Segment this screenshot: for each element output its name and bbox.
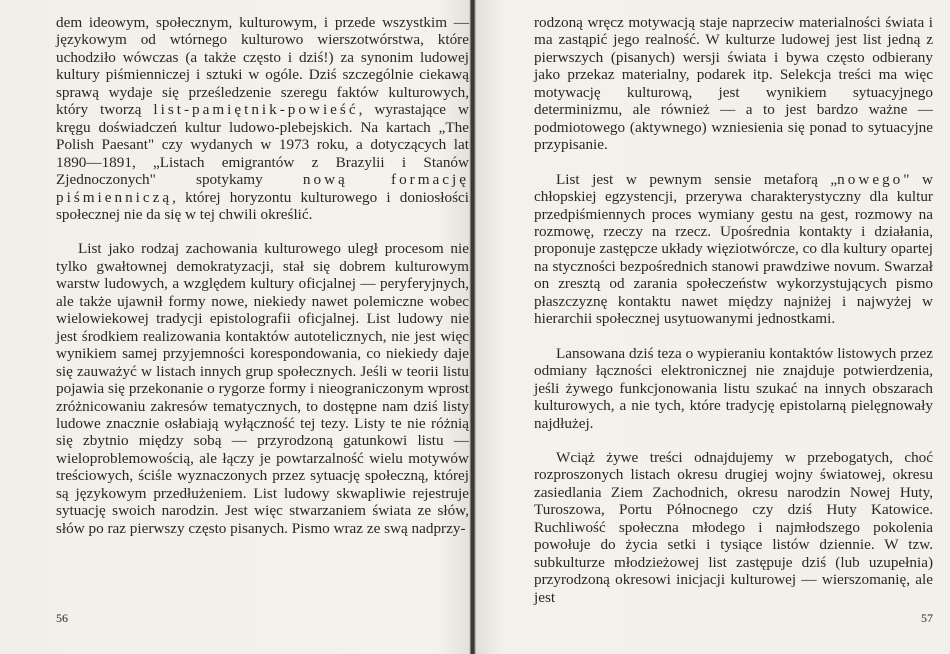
- paragraph: [534, 171, 933, 328]
- text-run: List jest w pewnym sensie metaforą „: [556, 170, 838, 188]
- text-run: List jako rodzaj zachowania kulturowego uległ procesom nie tylko gwałtownej demokratyzacji, stał się dobrem kulturowym warstw ludowych, a względem kultury oficjalnej — peryferyjnych, ale także ujawnił formy nowe, niekiedy nawet polemiczne wobec wielowiekowej tradycji epistolografii oficjalnej. List ludowy nie jest środkiem realizowania kontaktów autotelicznych, nie jest więc wynikiem samej przyjemności korespondowania, co niekiedy daje się zauważyć w listach innych grup społecznych. Jeśli w teorii listu pojawia się przekonanie o rygorze formy i nieograniczonym wprost zróżnicowaniu zakresów tematycznych, to dostępne nam dziś listy ludowe znacznie osłabiają wyłączność tej tezy. Listy te nie różnią się zbytnio między sobą — przyrodzoną gatunkowi listu — wieloproblemowością, ale łączy je powtarzalność wielu motywów treściowych, ściśle wyznaczonych przez sytuację społeczną, której są językowym przedłużeniem. List ludowy skwapliwie rejestruje sytuację swoich narodzin. Jest więc stwarzaniem świata ze słów, słów po raz pierwszy często pisanych. Pismo wraz ze swą nadprzy-: [56, 240, 469, 537]
- paragraph: [534, 449, 933, 606]
- left-page-text: [56, 14, 469, 537]
- text-run: , której horyzontu kulturowego i doniosłości społecznej nie da się w tej chwili określić.: [56, 188, 469, 223]
- text-run: " w chłopskiej egzystencji, przerywa charakterystyczny dla kultur przedpiśmiennych proces wymiany gestu na gest, rozmowy na rozmowę, rzeczy na rzecz. Upośrednia kontakty i działania, proponuje zastępcze układy więziotwórcze, co dla kultury opartej na styczności bezpośrednich stanowi prawdziwe novum. Swarzał on zresztą od zarania społeczeństw wykorzystujących pismo płaszczyznę kontaktu nawet między najniżej i najwyżej w hierarchii społecznej usytuowanymi jednostkami.: [534, 170, 933, 328]
- spaced-emphasis: nowego: [837, 170, 904, 188]
- text-run: Lansowana dziś teza o wypieraniu kontaktów listowych przez odmiany łączności elektronicznej nie znajduje potwierdzenia, jeśli żywego funkcjonowania listu szukać na innych obszarach kulturowych, a nie tych, które tradycję epistolarną pielęgnowały najdłużej.: [534, 344, 933, 432]
- paragraph: [534, 14, 933, 154]
- spaced-emphasis: list-pamiętnik-powieść: [153, 101, 359, 119]
- text-run: Wciąż żywe treści odnajdujemy w przebogatych, choć rozproszonych listach okresu drugiej wojny światowej, okresu zasiedlania Ziem Zachodnich, okresu narodzin Nowej Huty, Turoszowa, Portu Północnego czy dziś Huty Katowice. Ruchliwość społeczna młodego i najmłodszego pokolenia powołuje do życia setki i tysiące listów dziennie. W tzw. subkulturze młodzieżowej list zastępuje dziś (lub uzupełnia) przyrodzoną okresowi inicjacji kulturowej — wierszomanię, ale jest: [534, 448, 933, 606]
- text-run: rodzoną wręcz motywacją staje naprzeciw materialności świata i ma zastąpić jego realność. W kulturze ludowej jest list jedną z pierwszych (pisanych) wersji świata i bywa często odbierany jako przekaz materialny, podarek itp. Selekcja treści ma więc motywację kulturową, jest wynikiem sytuacyjnego determinizmu, ale również — a to jest bardzo ważne — podmiotowego (aktywnego) wzniesienia się ponad to sytuacyjne przypisanie.: [534, 14, 933, 154]
- text-run: dem ideowym, społecznym, kulturowym, i przede wszystkim — językowym od wtórnego kulturowo wierszotwórstwa, które uchodziło wówczas (a także często i dziś!) za synonim ludowej kultury piśmienniczej i sztuki w ogóle. Dziś szczególnie ciekawą sprawą wydaje się prześledzenie szeregu faktów kulturowych, który tworzą: [56, 14, 469, 119]
- page-number: 57: [921, 611, 933, 625]
- right-page-text: [534, 14, 933, 606]
- spaced-emphasis: nową formację piśmienniczą: [56, 171, 469, 206]
- left-page: [0, 0, 474, 654]
- paragraph: [534, 345, 933, 432]
- page-number: 56: [56, 611, 68, 625]
- paragraph: [56, 14, 469, 223]
- text-run: , wyrastające w kręgu doświadczeń kultur ludowo-plebejskich. Na kartach „The Polish Paesant" czy wydanych w 1973 roku, a dotyczących lat 1890—1891, „Listach emigrantów z Brazylii i Stanów Zjednoczonych" spotykamy: [56, 101, 469, 189]
- right-page: [476, 0, 950, 654]
- paragraph: [56, 240, 469, 537]
